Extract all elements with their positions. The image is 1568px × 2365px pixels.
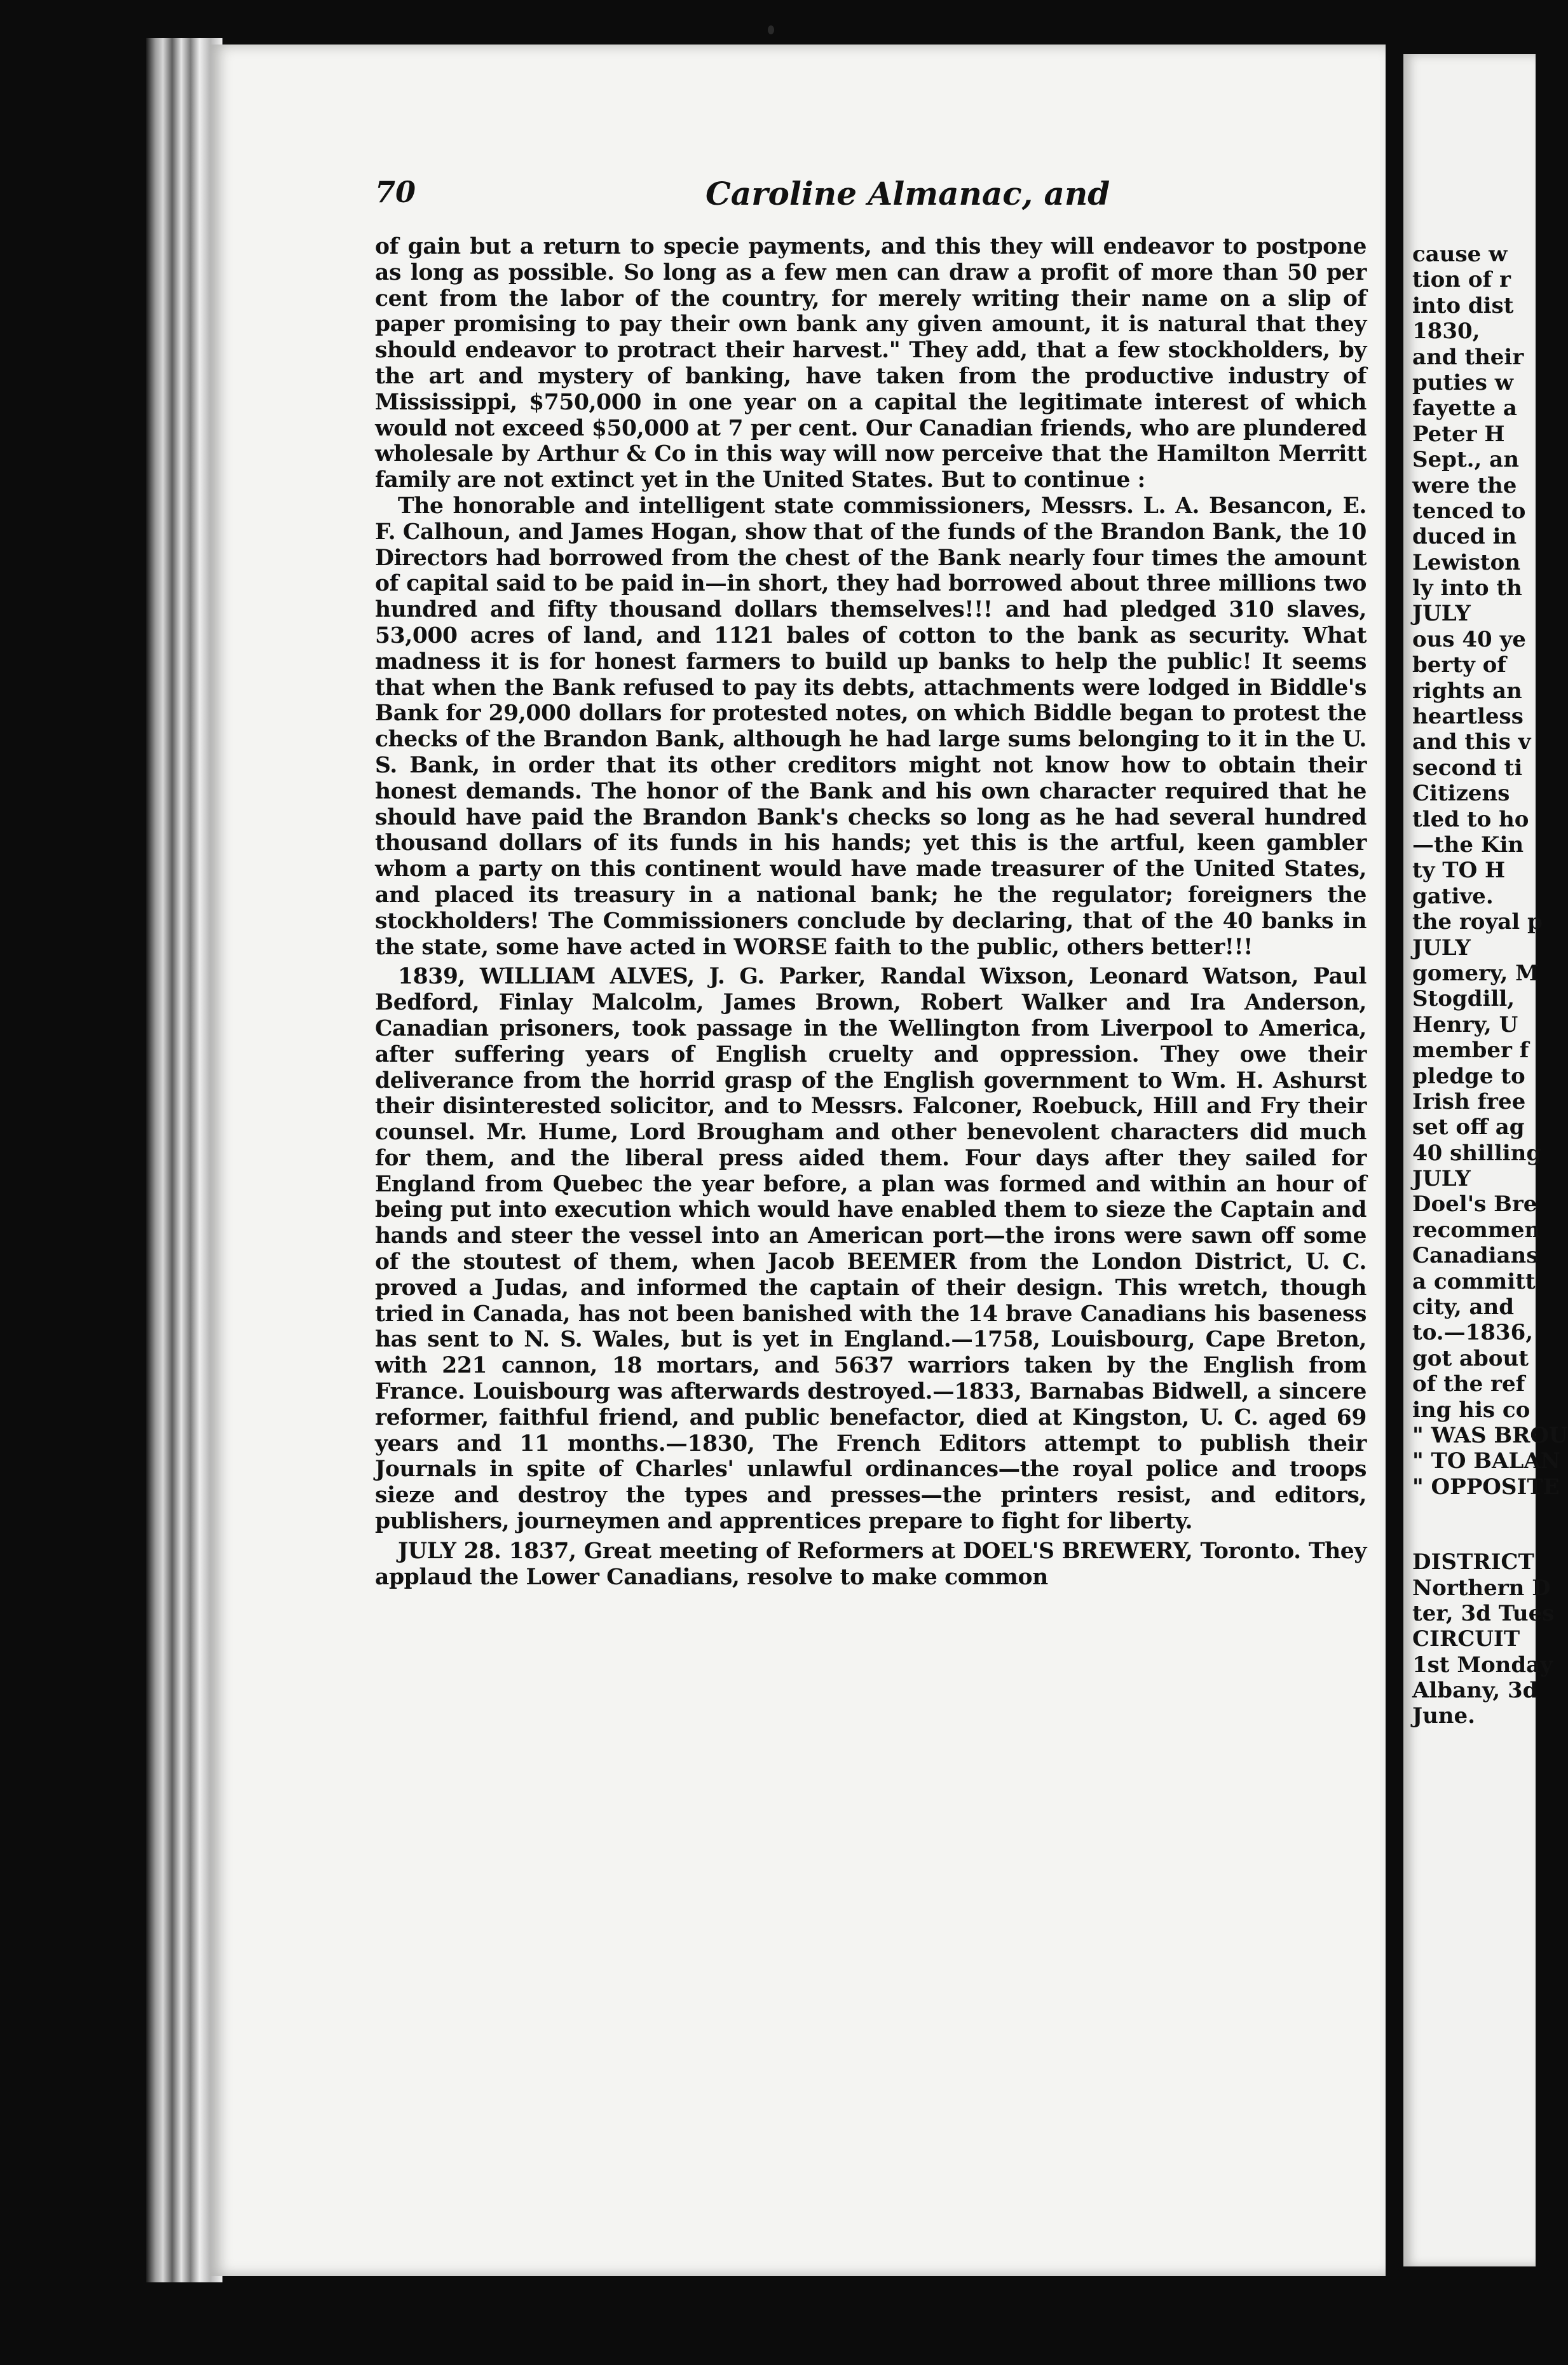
book-title: Caroline Almanac, and [706, 175, 1110, 212]
right-page-line: were the [1412, 472, 1517, 498]
right-page-line: ing his co [1412, 1397, 1531, 1423]
right-page-line: the royal p [1412, 909, 1543, 935]
right-page-line: Lewiston [1412, 549, 1520, 575]
right-page-line: and their [1412, 344, 1524, 370]
right-page-line: Canadians [1412, 1243, 1539, 1269]
right-page-line: ter, 3d Tues [1412, 1600, 1555, 1626]
right-page-line: CIRCUIT [1412, 1626, 1520, 1652]
right-page-line: tenced to [1412, 498, 1526, 524]
right-page-line: JULY [1412, 1166, 1471, 1192]
right-page-line: Irish free [1412, 1088, 1526, 1114]
right-page-line: heartless [1412, 704, 1524, 730]
right-page-line: rights an [1412, 678, 1522, 704]
right-page-line: berty of [1412, 652, 1506, 678]
right-page-line: Henry, U [1412, 1011, 1518, 1038]
right-page-text [1412, 242, 1568, 1729]
right-page-line: gomery, M [1412, 960, 1539, 986]
right-page-line: " OPPOSITE [1412, 1474, 1560, 1500]
right-page-line: ous 40 ye [1412, 626, 1526, 652]
right-page-line: 1830, [1412, 319, 1480, 345]
right-page-line: ty TO H [1412, 858, 1506, 884]
right-page-line: " WAS BROU [1412, 1422, 1568, 1448]
right-page-line: member f [1412, 1038, 1529, 1064]
right-page-line: cause w [1412, 242, 1508, 267]
paragraph-bank-continuation: of gain but a return to specie payments, and this they will endeavor to postpone as long as possible. So long as a few men can draw a profit of more than 50 per cent from the labor of the country, for merely writing their name on a slip of paper promising to pay their own bank any given amount, it is natural that they should endeavor to protract their harvest." They add, that a few stockholders, by the art and mystery of banking, have taken from the productive industry of Mississippi, $750,000 in one year on a capital the legitimate interest of which would not exceed $50,000 at 7 per cent. Our Canadian friends, who are plundered wholesale by Arthur & Co in this way will now perceive that the Hamilton Merritt family are not extinct yet in the United States. But to continue : [375, 234, 1367, 493]
right-page-line: Northern D [1412, 1575, 1551, 1601]
body-text [375, 234, 1367, 1590]
right-page-line: into dist [1412, 292, 1514, 319]
right-page-line: tion of r [1412, 267, 1511, 293]
right-page-line: Citizens [1412, 781, 1510, 807]
right-page-line: —the Kin [1412, 832, 1524, 858]
right-page-line: gative. [1412, 883, 1494, 909]
paragraph-state-commissioners: The honorable and intelligent state commissioners, Messrs. L. A. Besancon, E. F. Calhoun, and James Hogan, show that of the funds of the Brandon Bank, the 10 Directors had borrowed from the chest of the Bank nearly four times the amount of capital said to be paid in—in short, they had borrowed about three millions two hundred and fifty thousand dollars themselves!!! and had pledged 310 slaves, 53,000 acres of land, and 1121 bales of cotton to the bank as security. What madness it is for honest farmers to build up banks to help the public! It seems that when the Bank refused to pay its debts, attachments were lodged in Biddle's Bank for 29,000 dollars for protested notes, on which Biddle began to protest the checks of the Brandon Bank, although he had large sums belonging to it in the U. S. Bank, in order that its other creditors might not know how to obtain their honest demands. The honor of the Bank and his own character required that he should have paid the Brandon Bank's checks so long as he had several hundred thousand dollars of its funds in his hands; yet this is the artful, keen gambler whom a party on this continent would have made treasurer of the United States, and placed its treasury in a national bank; he the regulator; foreigners the stockholders! The Commissioners conclude by declaring, that of the 40 banks in the state, some have acted in WORSE faith to the public, others better!!! [375, 493, 1367, 960]
right-page-line: tled to ho [1412, 806, 1529, 832]
right-page-line: second ti [1412, 755, 1523, 781]
right-page-line: to.—1836, [1412, 1320, 1534, 1346]
right-page-line: ly into th [1412, 575, 1522, 601]
right-page-line: recommen [1412, 1217, 1541, 1243]
right-page-line [1412, 1500, 1536, 1549]
right-page-line: got about [1412, 1345, 1529, 1371]
right-page-line: Doel's Bre [1412, 1191, 1537, 1217]
right-page-line: and this v [1412, 729, 1531, 755]
right-page-line: pledge to [1412, 1063, 1525, 1089]
right-page-line: Sept., an [1412, 447, 1519, 473]
right-page-line: Stogdill, [1412, 986, 1515, 1012]
right-page-line: fayette a [1412, 395, 1517, 422]
right-page-line: Peter H [1412, 421, 1505, 447]
right-page-line: 1st Monday [1412, 1652, 1553, 1678]
right-page-line: June. [1412, 1703, 1475, 1729]
right-page-line: of the ref [1412, 1371, 1525, 1397]
right-page-line: set off ag [1412, 1114, 1525, 1141]
right-page-line: puties w [1412, 369, 1513, 395]
right-page-line: duced in [1412, 524, 1517, 550]
right-page-line: Albany, 3d [1412, 1678, 1538, 1704]
right-page-line: 40 shilling [1412, 1140, 1542, 1166]
right-page-line: " TO BALAN [1412, 1448, 1560, 1474]
right-page-line: JULY [1412, 935, 1471, 961]
paragraph-july-28: JULY 28. 1837, Great meeting of Reformers at DOEL'S BREWERY, Toronto. They applaud the Lower Canadians, resolve to make common [375, 1538, 1367, 1590]
right-page-line: city, and [1412, 1294, 1515, 1320]
right-page-line: DISTRICT [1412, 1549, 1534, 1575]
running-head [375, 175, 1265, 226]
right-page-line: JULY [1412, 601, 1471, 627]
page-number: 70 [375, 175, 416, 209]
right-page-line: a committ [1412, 1268, 1536, 1294]
paragraph-1839-william-alves: 1839, WILLIAM ALVES, J. G. Parker, Randal Wixson, Leonard Watson, Paul Bedford, Finlay Malcolm, James Brown, Robert Walker and Ira Anderson, Canadian prisoners, took passage in the Wellington from Liverpool to America, after suffering years of English cruelty and oppression. They owe their deliverance from the horrid grasp of the English government to Wm. H. Ashurst their disinterested solicitor, and to Messrs. Falconer, Roebuck, Hill and Fry their counsel. Mr. Hume, Lord Brougham and other benevolent characters did much for them, and the liberal press aided them. Four days after they sailed for England from Quebec the year before, a plan was formed and within an hour of being put into execution which would have enabled them to sieze the Captain and hands and steer the vessel into an American port—the irons were sawn off some of the stoutest of them, when Jacob BEEMER from the London District, U. C. proved a Judas, and informed the captain of their design. This wretch, though tried in Canada, has not been banished with the 14 brave Canadians his baseness has sent to N. S. Wales, but is yet in England.—1758, Louisbourg, Cape Breton, with 221 cannon, 18 mortars, and 5637 warriors taken by the English from France. Louisbourg was afterwards destroyed.—1833, Barnabas Bidwell, a sincere reformer, faithful friend, and public benefactor, died at Kingston, U. C. aged 69 years and 11 months.—1830, The French Editors attempt to publish their Journals in spite of Charles' unlawful ordinances—the royal police and troops sieze and destroy the types and presses—the printers resist, and editors, publishers, journeymen and apprentices prepare to fight for liberty. [375, 964, 1367, 1535]
scan-speck [768, 25, 774, 34]
